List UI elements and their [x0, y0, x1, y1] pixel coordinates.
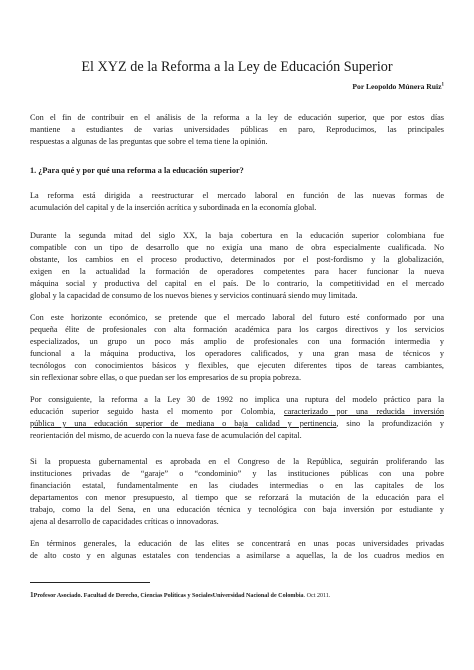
paragraph-line: de alto costo y en algunas estatales con tendencias a asimilarse a aquellas, la de los cuadros medios en	[30, 551, 444, 561]
section-1-heading: 1. ¿Para qué y por qué una reforma a la educación superior?	[30, 166, 244, 175]
paragraph-line: sin reflexionar sobre ellas, o que puedan ser los empresarios de su propia pobreza.	[30, 373, 302, 383]
paragraph-text: , sino la profundización y	[336, 419, 444, 429]
paragraph-line: pequeña élite de profesionales con alta formación académica para los cargos directivos y los servicios	[30, 325, 444, 335]
paragraph-line: financiación estatal, fundamentalmente en las ciudades intermedias o en las capitales de los	[30, 481, 444, 491]
paragraph-4	[30, 394, 444, 442]
paragraph-line: compatible con un tipo de desarrollo que no exigía una mano de obra especialmente cualificada. No	[30, 243, 444, 253]
paragraph-5	[30, 456, 444, 529]
paragraph-line: global y la capacidad de consumo de los nuevos bienes y servicios continuará siendo muy limitada.	[30, 291, 358, 301]
document-title: El XYZ de la Reforma a la Ley de Educación Superior	[81, 59, 393, 75]
paragraph-line: Durante la segunda mitad del siglo XX, la baja cobertura en la educación superior colombiana fue	[30, 231, 444, 240]
paragraph-line: En términos generales, la educación de las elites se concentrará en unas pocas universidades privadas	[30, 539, 444, 548]
underlined-text: pública y una educación superior de mediana o baja calidad y pertinencia	[30, 419, 337, 429]
paragraph-line: La reforma está dirigida a reestructurar el mercado laboral en función de las nuevas formas de	[30, 191, 444, 200]
paragraph-line: exigen en la actualidad la formación de operadores competentes para hacer funcionar la nueva	[30, 267, 444, 277]
footnote-date: . Oct 2011.	[303, 593, 331, 599]
paragraph-text: educación superior seguido hasta el momento por Colombia,	[30, 407, 284, 417]
paragraph-line: obstante, los cambios en el proceso productivo, determinados por el post-fordismo y la globalización,	[30, 255, 444, 265]
paragraph-line: ajena al desarrollo de capacidades críticas o innovadoras.	[30, 517, 219, 527]
paragraph-3	[30, 312, 444, 385]
paragraph-line: Por consiguiente, la reforma a la Ley 30 de 1992 no implica una ruptura del modelo práctico para la	[30, 395, 444, 404]
intro-line: mantiene a estudiantes de varias universidades públicas en paro, Reproducimos, las principales	[30, 125, 444, 135]
paragraph-line	[30, 418, 444, 430]
intro-line: respuestas a algunas de las preguntas que sobre el tema tiene la opinión.	[30, 137, 268, 147]
paragraph-line	[30, 406, 444, 418]
paragraph-line: departamentos con menor presupuesto, al tiempo que se reforzará la mutación de la educación para el	[30, 493, 444, 503]
paragraph-line: máquina social y productiva del capital en el país. De lo contrario, la competitividad en el mercado	[30, 279, 444, 289]
paragraph-2	[30, 230, 444, 303]
paragraph-line: Si la propuesta gubernamental es aprobada en el Congreso de la República, seguirán proliferando las	[30, 457, 444, 466]
footnote	[30, 591, 444, 601]
paragraph-line: tecnólogos con conocimientos básicos y flexibles, que ejecuten diferentes tipos de tareas cambiantes,	[30, 361, 444, 371]
underlined-text: caracterizado por una reducida inversión	[283, 407, 444, 417]
paragraph-6	[30, 538, 444, 562]
paragraph-1	[30, 190, 444, 214]
paragraph-line: instituciones privadas de “garaje” o “condominio” y las instituciones públicas con una pobre	[30, 469, 444, 479]
footnote-text: Profesor Asociado. Facultad de Derecho, Ciencias Políticas y SocialesUniversidad Nacional de Colombia	[33, 593, 304, 599]
paragraph-line: Con este horizonte económico, se pretende que el mercado laboral del futuro esté conformado por una	[30, 313, 444, 322]
author-name: Por Leopoldo Múnera Ruiz	[352, 82, 442, 91]
paragraph-line: trabajo, como la del Sena, en una educación técnica y tecnológica con baja inversión por estudiante y	[30, 505, 444, 515]
footnote-mark: 1	[30, 591, 34, 599]
paragraph-line: especializados, un grupo un poco más amplio de profesionales con una formación intermedia y	[30, 337, 444, 347]
author-line	[30, 82, 444, 92]
intro-paragraph	[30, 112, 444, 148]
footnote-divider	[30, 582, 150, 583]
intro-line: Con el fin de contribuir en el análisis de la reforma a la ley de educación superior, que por estos días	[30, 113, 444, 122]
paragraph-line: funcional a la máquina productiva, los operadores calificados, y una gran masa de técnicos y	[30, 349, 444, 359]
paragraph-line: acumulación del capital y de la inserción acrítica y subordinada en la economía global.	[30, 203, 317, 213]
paragraph-line: reorientación del mismo, de acuerdo con la nueva fase de acumulación del capital.	[30, 431, 302, 441]
author-footnote-mark[interactable]: 1	[441, 82, 444, 88]
